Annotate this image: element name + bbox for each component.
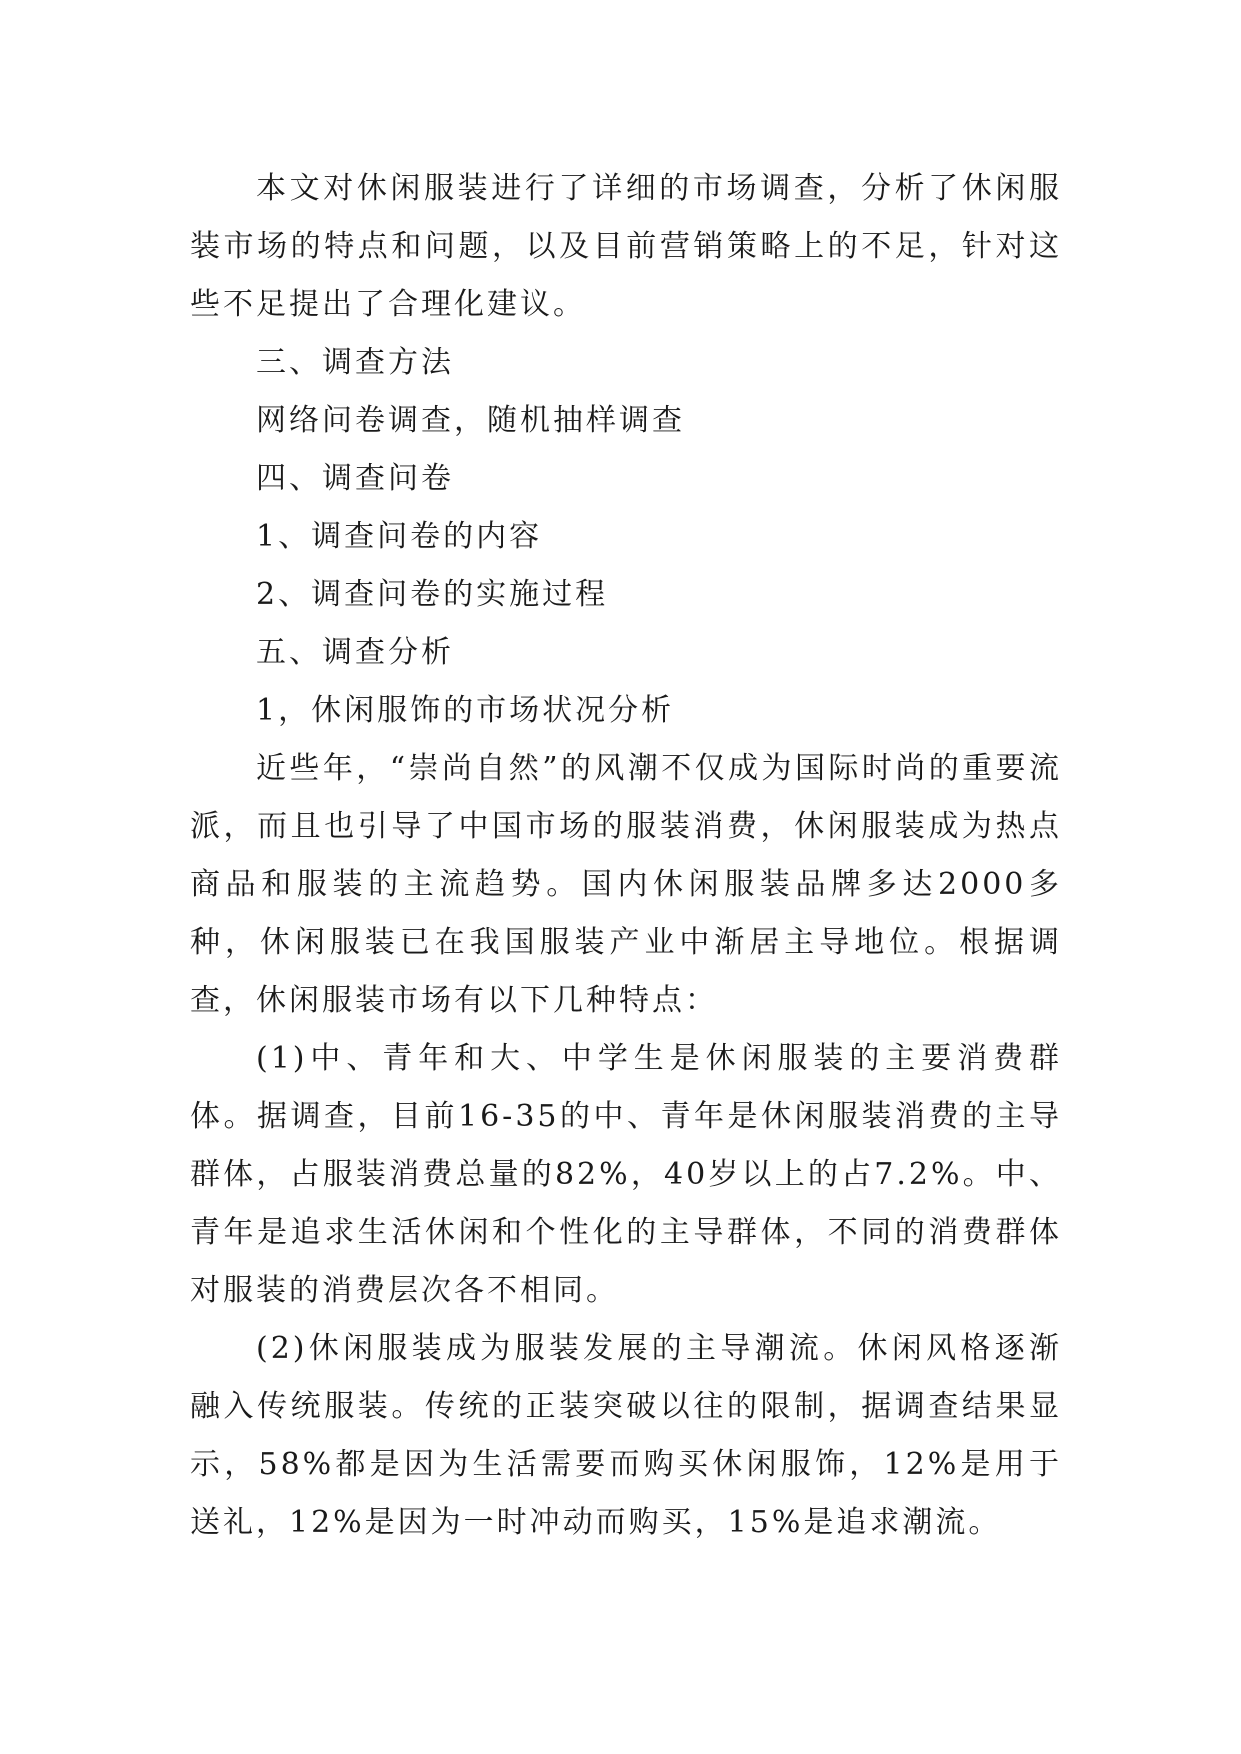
paragraph-point-2: (2)休闲服装成为服装发展的主导潮流。休闲风格逐渐融入传统服装。传统的正装突破以往的限制，据调查结果显示，58%都是因为生活需要而购买休闲服饰，12%是用于送礼，12%是因为一时冲动而购买，15%是追求潮流。 <box>190 1331 1062 1540</box>
paragraph-point-1: (1)中、青年和大、中学生是休闲服装的主要消费群体。据调查，目前16-35的中、青年是休闲服装消费的主导群体，占服装消费总量的82%，40岁以上的占7.2%。中、青年是追求生活休闲和个性化的主导群体，不同的消费群体对服装的消费层次各不相同。 <box>190 1041 1062 1308</box>
item-questionnaire-process: 2、调查问卷的实施过程 <box>256 577 609 612</box>
paragraph-survey-method: 网络问卷调查，随机抽样调查 <box>256 403 685 438</box>
paragraph-market-overview: 近些年，“崇尚自然”的风潮不仅成为国际时尚的重要流派，而且也引导了中国市场的服装消费，休闲服装成为热点商品和服装的主流趋势。国内休闲服装品牌多达2000多种，休闲服装已在我国服装产业中渐居主导地位。根据调查，休闲服装市场有以下几种特点： <box>190 751 1062 1018</box>
document-body <box>190 160 1062 1552</box>
paragraph-intro: 本文对休闲服装进行了详细的市场调查，分析了休闲服装市场的特点和问题，以及目前营销策略上的不足，针对这些不足提出了合理化建议。 <box>190 171 1062 322</box>
heading-survey-method: 三、调查方法 <box>256 345 454 380</box>
heading-questionnaire: 四、调查问卷 <box>256 461 454 496</box>
heading-survey-analysis: 五、调查分析 <box>256 635 454 670</box>
subheading-market-analysis: 1，休闲服饰的市场状况分析 <box>256 693 675 728</box>
item-questionnaire-content: 1、调查问卷的内容 <box>256 519 543 554</box>
